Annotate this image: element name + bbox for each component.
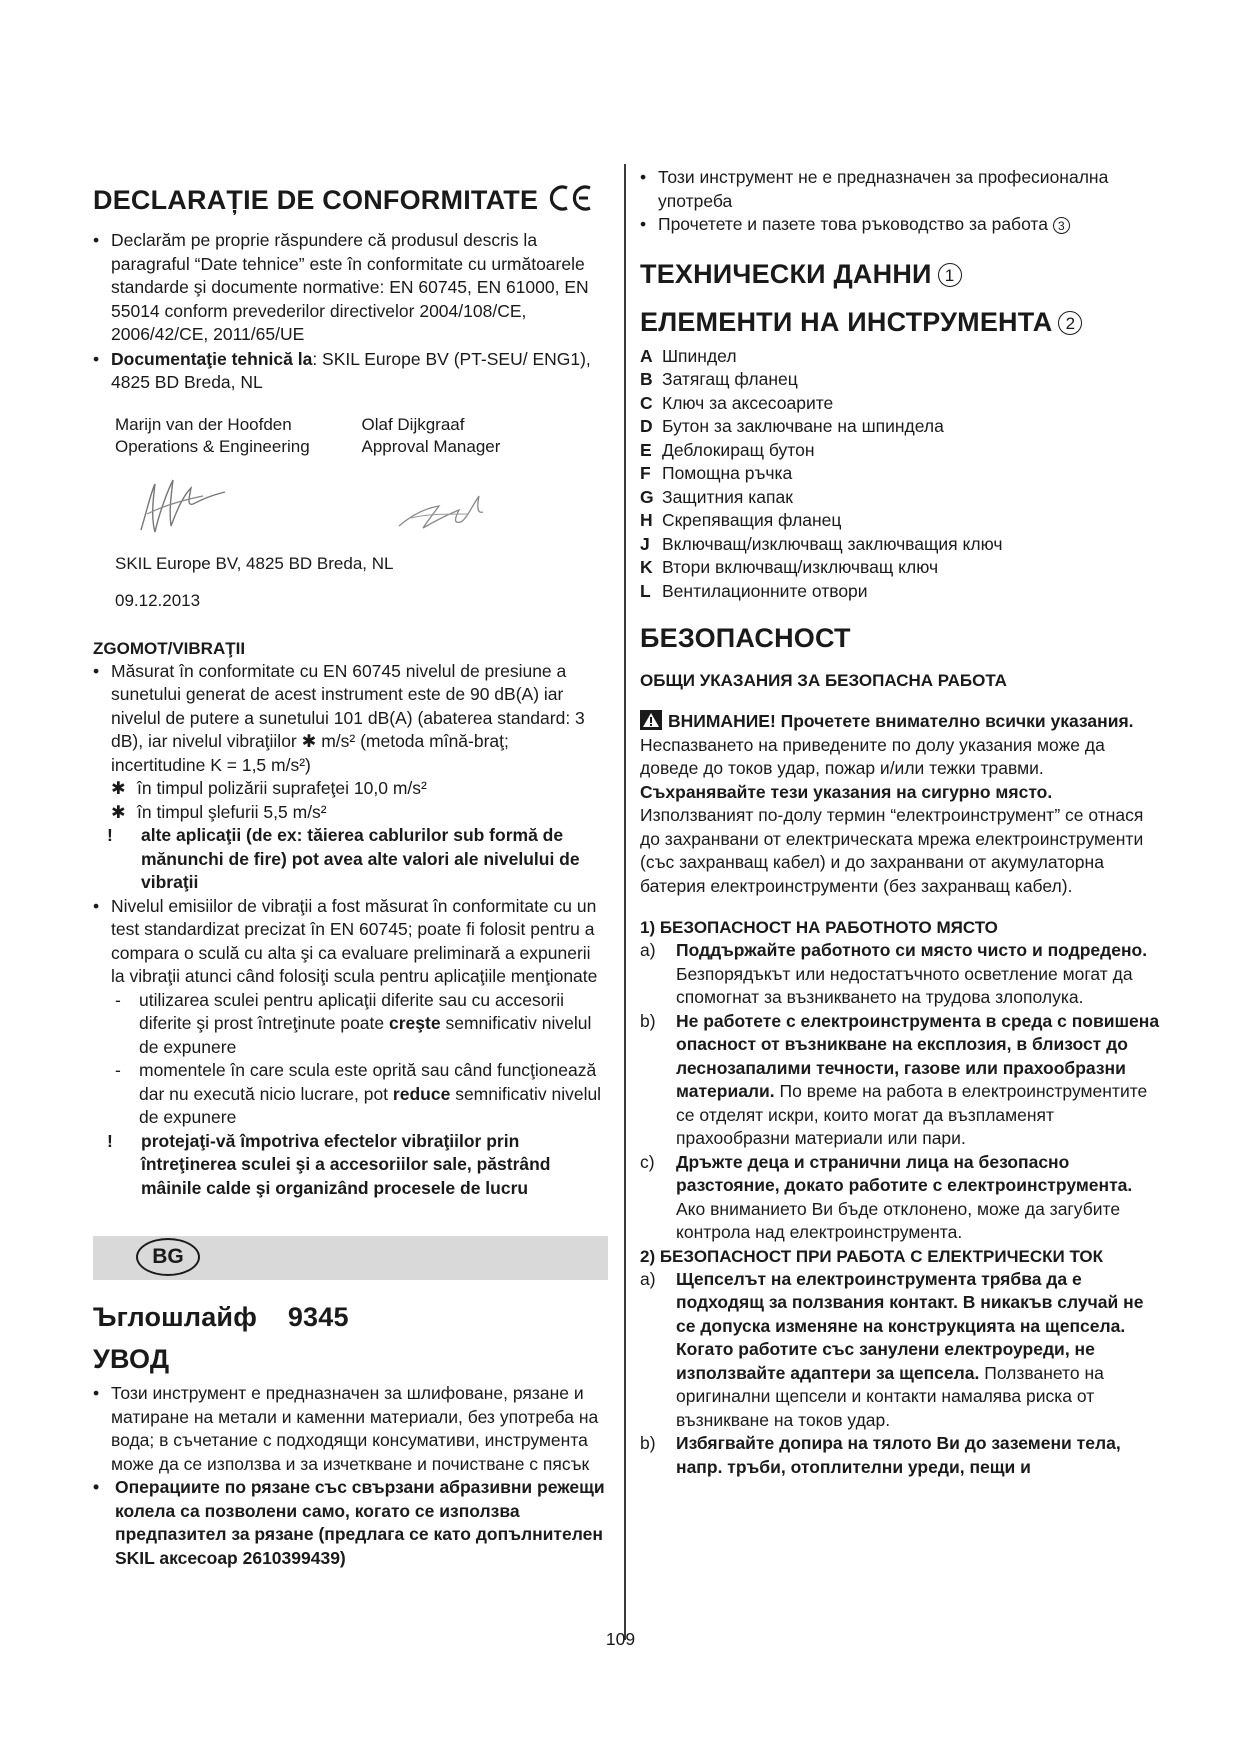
asterisk-icon: ✱ bbox=[301, 731, 317, 751]
safety-item-2a: a) Щепселът на електроинструмента трябва да е подходящ за ползвания контакт. В никакъв случай не се допуска изменяне на конструкцията на щепсела. Когато работите със занулени електроуреди, не използвайте адаптери за щепсела. Ползването на оригинални щепсели и контакти намалява риска от възникване на токов удар. bbox=[640, 1268, 1144, 1430]
exposure-note-1: - utilizarea sculei pentru aplicaţii diferite sau cu accesorii diferite şi prost întreţinute poate creşte semnificativ nivelul de expunere bbox=[115, 989, 592, 1057]
general-warning: ВНИМАНИЕ! Прочетете внимателно всички указания. Неспазването на приведените по долу указания може да доведе до токов удар, пожар и/или тежки травми. Съхранявайте тези указания на сигурно място. Използваният по-долу термин “електроинструмент” се отнася до захранвани от електрическата мрежа електроинструменти (със захранващ кабел) и до захранвани от акумулаторна батерия електроинструменти (без захранващ кабел). bbox=[640, 711, 1144, 896]
signatory-2-role: Approval Manager bbox=[361, 436, 501, 456]
figure-ref-1: 1 bbox=[938, 263, 962, 287]
vibration-note-2: ! protejaţi-vă împotriva efectelor vibraţiilor prin întreţinerea sculei şi a accesoriilor sale, păstrând mâinile calde şi organizând procesele de lucru bbox=[107, 1130, 551, 1198]
read-manual-note: • Прочетете и пазете това ръководство за работа 3 bbox=[640, 213, 1160, 237]
left-column bbox=[93, 183, 608, 1570]
legend-item: H Скрепяващия фланец bbox=[640, 510, 842, 530]
ce-mark-icon bbox=[548, 184, 594, 212]
noise-measurement: • Măsurat în conformitate cu EN 60745 nivelul de presiune a sunetului generat de acest instrument este de 90 dB(A) iar nivelul de putere a sunetului 101 dB(A) (abaterea standard: 3 dB), iar nivelul vibraţiilor ✱ m/s² (metoda mînă-braţ; incertitudine K = 1,5 m/s²) bbox=[93, 660, 608, 778]
vibration-note-1: ! alte aplicaţii (de ex: tăierea cablurilor sub formă de mănunchi de fire) pot avea alte valori ale nivelului de vibraţii bbox=[107, 825, 580, 892]
asterisk-icon: ✱ bbox=[111, 801, 126, 822]
figure-ref-2: 2 bbox=[1058, 311, 1082, 335]
elements-legend bbox=[640, 345, 1160, 604]
column-divider bbox=[624, 164, 626, 1640]
language-badge: BG bbox=[136, 1238, 200, 1276]
signatory-1-role: Operations & Engineering bbox=[115, 436, 310, 456]
intro-heading: УВОД bbox=[93, 1344, 170, 1374]
electrical-safety-heading: 2) БЕЗОПАСНОСТ ПРИ РАБОТА С ЕЛЕКТРИЧЕСКИ ТОК bbox=[640, 1246, 1104, 1266]
safety-item-1b: b) Не работете с електроинструмента в среда с повишена опасност от възникване на експлозия, в близост до леснозапалими течности, газове или прахообразни материали. По време на работа в електроинструментите се отделят искри, които могат да възпламенят прахообразни материали или пари. bbox=[640, 1010, 1160, 1148]
legend-item: D Бутон за заключване на шпиндела bbox=[640, 416, 944, 436]
intro-cutting-note: • Операциите по рязане със свързани абразивни режещи колела са позволени само, когато се използва предпазител за рязане (предлага се като допълнителен SKIL аксесоар 2610399439) bbox=[93, 1476, 608, 1570]
technical-documentation: • Documentaţie tehnică la: SKIL Europe BV (PT-SEU/ ENG1), 4825 BD Breda, NL bbox=[93, 348, 608, 395]
figure-ref-3: 3 bbox=[1053, 217, 1070, 234]
vibration-value-polishing: ✱ în timpul polizării suprafeţei 10,0 m/s² bbox=[93, 777, 608, 801]
legend-item: K Втори включващ/изключващ ключ bbox=[640, 557, 939, 577]
legend-item: C Ключ за аксесоарите bbox=[640, 392, 834, 413]
tool-elements-heading: ЕЛЕМЕНТИ НА ИНСТРУМЕНТА 2 bbox=[640, 305, 1160, 339]
safety-heading: БЕЗОПАСНОСТ bbox=[640, 623, 851, 653]
legend-item: F Помощна ръчка bbox=[640, 463, 793, 483]
signature-2-image bbox=[393, 484, 493, 544]
language-bar bbox=[93, 1236, 608, 1280]
safety-item-2b: b) Избягвайте допира на тялото Ви до заземени тела, напр. тръби, отоплителни уреди, пещи и bbox=[640, 1433, 1121, 1477]
legend-item: E Деблокиращ бутон bbox=[640, 439, 815, 460]
technical-data-heading: ТЕХНИЧЕСКИ ДАННИ 1 bbox=[640, 257, 1160, 291]
asterisk-icon: ✱ bbox=[111, 778, 126, 798]
vibration-value-sanding: ✱ în timpul şlefurii 5,5 m/s² bbox=[93, 801, 608, 825]
declaration-heading: DECLARAȚIE DE CONFORMITATE bbox=[93, 183, 608, 217]
intro-text: • Този инструмент е предназначен за шлифоване, рязане и матиране на метали и каменни материали, без употреба на вода; в съчетание с подходящи консумативи, инструмента може да се използва и за изчеткване и почистване с пясък bbox=[93, 1382, 608, 1476]
legend-item: J Включващ/изключващ заключващия ключ bbox=[640, 533, 1003, 554]
safety-item-1a: a) Поддържайте работното си място чисто и подредено. Безпорядъкът или недостатъчното осветление могат да спомогнат за възникването на трудова злополука. bbox=[640, 940, 1148, 1007]
exclamation-icon: ! bbox=[107, 1130, 113, 1151]
not-professional-note: • Този инструмент не е предназначен за професионална употреба bbox=[640, 166, 1160, 213]
warning-icon bbox=[640, 710, 662, 730]
declaration-date: 09.12.2013 bbox=[115, 591, 201, 610]
signature-1-image bbox=[133, 470, 233, 545]
noise-vibration-heading: ZGOMOT/VIBRAŢII bbox=[93, 638, 246, 658]
signatory-2-name: Olaf Dijkgraaf bbox=[361, 414, 465, 434]
general-safety-heading: ОБЩИ УКАЗАНИЯ ЗА БЕЗОПАСНА РАБОТА bbox=[640, 671, 1007, 690]
legend-item: B Затягащ фланец bbox=[640, 369, 798, 389]
page-number: 109 bbox=[605, 1629, 636, 1649]
legend-item: A Шпиндел bbox=[640, 345, 737, 366]
legend-item: L Вентилационните отвори bbox=[640, 580, 868, 601]
declaration-text: • Declarăm pe proprie răspundere că produsul descris la paragraful “Date tehnice” este în conformitate cu următoarele standarde şi documente normative: EN 60745, EN 61000, EN 55014 conform prevederilor directivelor 2004/108/CE, 2006/42/CE, 2011/65/UE bbox=[93, 229, 608, 347]
product-title: Ъглошлайф 9345 bbox=[93, 1302, 349, 1332]
right-column bbox=[640, 166, 1160, 1479]
vibration-emission-text: • Nivelul emisiilor de vibraţii a fost măsurat în conformitate cu un test standardizat precizat în EN 60745; poate fi folosit pentru a compara o sculă cu alta şi ca evaluare preliminară a expunerii la vibraţii atunci când folosiţi scula pentru aplicaţiile menţionate bbox=[93, 895, 608, 989]
signatures bbox=[93, 458, 608, 552]
exclamation-icon: ! bbox=[107, 825, 113, 845]
legend-item: G Защитния капак bbox=[640, 486, 793, 507]
exposure-note-2: - momentele în care scula este oprită sau când funcţionează dar nu execută nicio lucrare, pot reduce semnificativ nivelul de expunere bbox=[115, 1060, 602, 1127]
signatories bbox=[93, 414, 608, 458]
company-address: SKIL Europe BV, 4825 BD Breda, NL bbox=[115, 553, 394, 573]
workplace-safety-heading: 1) БЕЗОПАСНОСТ НА РАБОТНОТО МЯСТО bbox=[640, 918, 998, 937]
signatory-1-name: Marijn van der Hoofden bbox=[115, 414, 292, 434]
safety-item-1c: c) Дръжте деца и странични лица на безопасно разстояние, докато работите с електроинструмента. Ако вниманието Ви бъде отклонено, може да загубите контрола над електроинструмента. bbox=[640, 1151, 1133, 1242]
